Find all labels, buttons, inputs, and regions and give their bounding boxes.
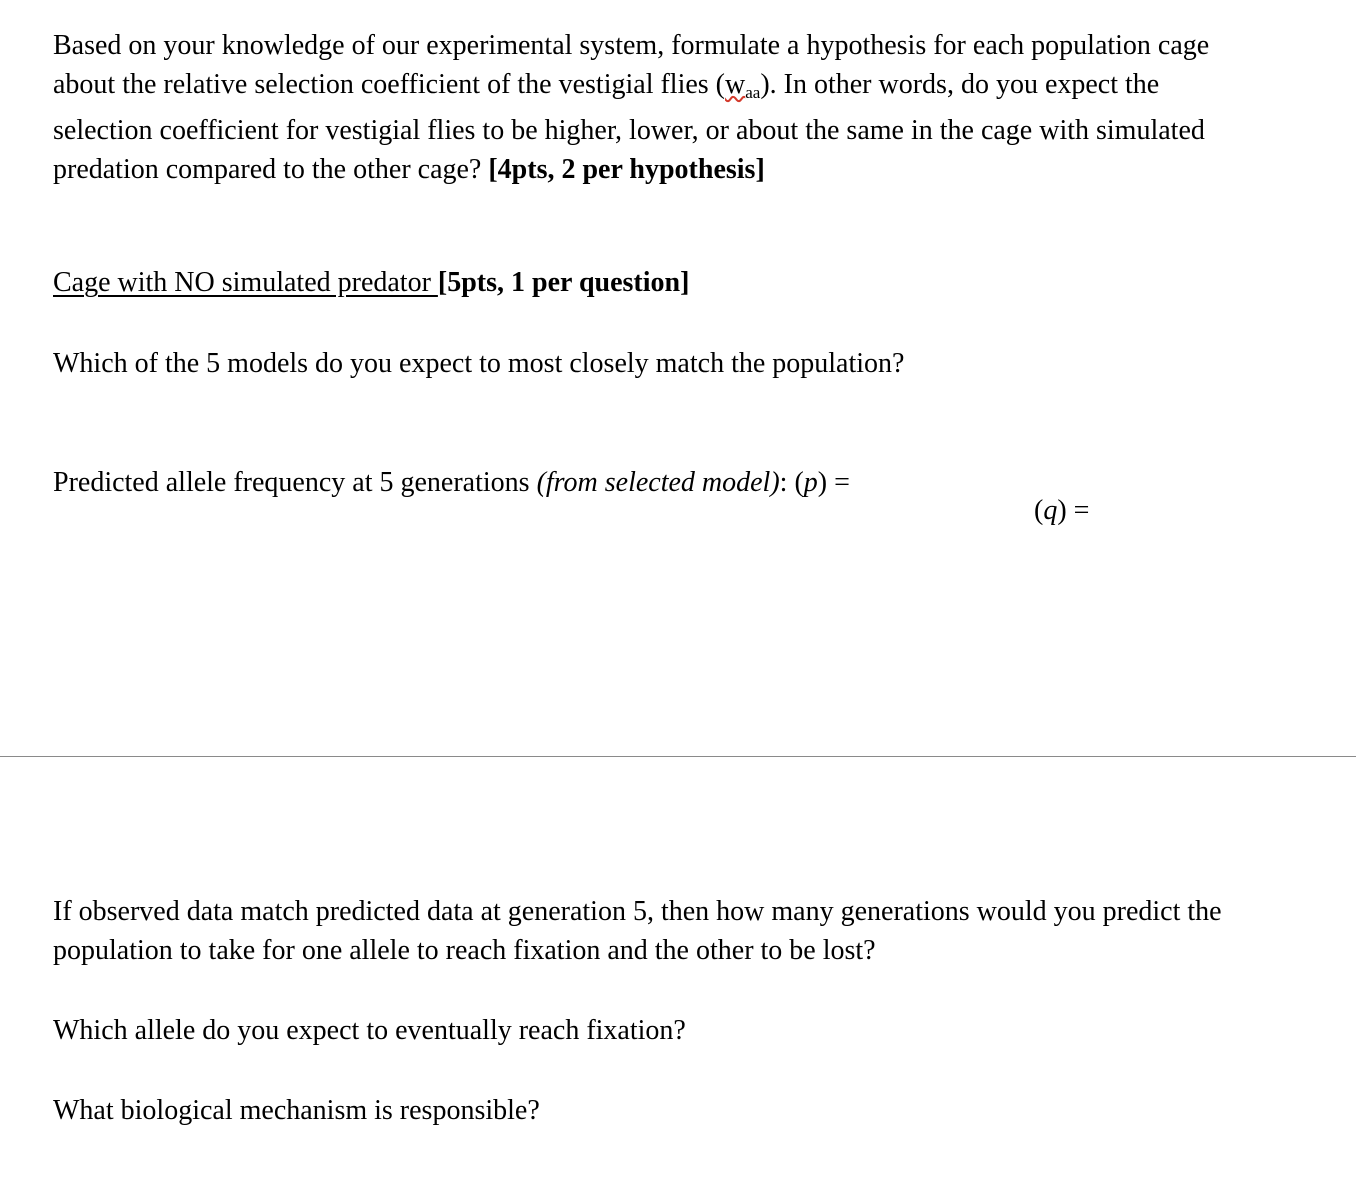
q-frequency-label: [1034, 492, 1089, 531]
predicted-source-note: (from selected model): [536, 467, 780, 498]
question-fixation-line-2: population to take for one allele to reach fixation and the other to be lost?: [53, 934, 876, 966]
intro-line-4-text: predation compared to the other cage?: [53, 153, 489, 185]
horizontal-rule: [0, 756, 1356, 757]
intro-points: [4pts, 2 per hypothesis]: [488, 153, 765, 185]
question-allele: Which allele do you expect to eventually reach fixation?: [53, 1015, 686, 1046]
intro-paragraph: [53, 27, 1313, 189]
intro-line-1: Based on your knowledge of our experimental system, formulate a hypothesis for each population cage: [53, 30, 1210, 61]
intro-line-2-end: ). In other words, do you expect the: [760, 68, 1160, 100]
intro-line-4: [53, 151, 1313, 190]
cage-heading-points: [5pts, 1 per question]: [437, 267, 690, 298]
question-models: Which of the 5 models do you expect to most closely match the population?: [53, 348, 905, 379]
aa-subscript: aa: [745, 82, 761, 102]
question-fixation: [53, 893, 1222, 970]
w-symbol: w: [725, 68, 746, 100]
w-aa-symbol: [725, 69, 760, 100]
p-variable: p: [803, 467, 818, 498]
question-fixation-line-1: If observed data match predicted data at generation 5, then how many generations would you predict the: [53, 896, 1222, 927]
q-equals: ) =: [1057, 495, 1090, 526]
p-equals: ) =: [817, 467, 850, 498]
intro-line-2-start: about the relative selection coefficient of the vestigial flies (: [53, 68, 725, 100]
question-predicted-frequency: [53, 464, 850, 503]
q-variable: q: [1043, 495, 1058, 526]
intro-line-3: selection coefficient for vestigial flies to be higher, lower, or about the same in the cage with simulated: [53, 115, 1205, 147]
predicted-prefix: Predicted allele frequency at 5 generations: [53, 467, 537, 498]
intro-line-2: [53, 66, 1313, 113]
question-mechanism: What biological mechanism is responsible?: [53, 1095, 540, 1126]
cage-heading-title: Cage with NO simulated predator: [53, 267, 438, 298]
cage-heading: [53, 264, 689, 303]
q-open-paren: (: [1034, 495, 1044, 526]
predicted-colon: : (: [779, 467, 804, 498]
